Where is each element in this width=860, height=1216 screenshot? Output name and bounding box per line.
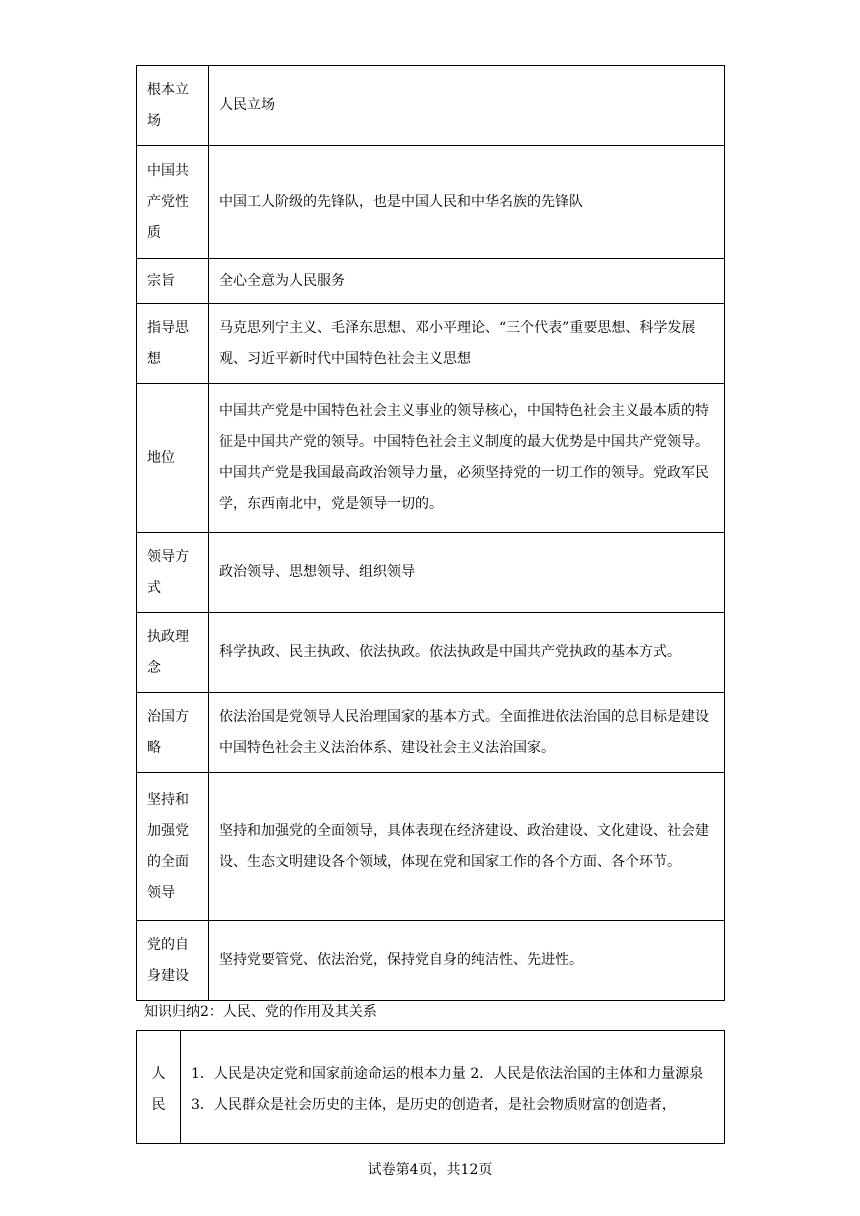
people-role-table [136, 1030, 725, 1144]
row-label: 人民 [137, 1031, 181, 1144]
knowledge-table [136, 65, 725, 1001]
table-row [137, 693, 725, 773]
row-content: 中国共产党是中国特色社会主义事业的领导核心，中国特色社会主义最本质的特征是中国共产党的领导。中国特色社会主义制度的最大优势是中国共产党领导。中国共产党是我国最高政治领导力量，必须坚持党的一切工作的领导。党政军民学，东西南北中，党是领导一切的。 [209, 384, 725, 533]
table-row [137, 66, 725, 146]
content-line: 1．人民是决定党和国家前途命运的根本力量 2．人民是依法治国的主体和力量源泉 [191, 1066, 704, 1082]
row-content: 科学执政、民主执政、依法执政。依法执政是中国共产党执政的基本方式。 [209, 613, 725, 693]
row-content: 人民立场 [209, 66, 725, 146]
row-label: 宗旨 [137, 259, 209, 304]
row-content [181, 1031, 725, 1144]
table-row [137, 384, 725, 533]
table-row [137, 146, 725, 259]
row-label: 指导思想 [137, 304, 209, 384]
row-label: 根本立场 [137, 66, 209, 146]
page-footer: 试卷第4页，共12页 [367, 1162, 493, 1178]
row-label: 坚持和加强党的全面领导 [137, 773, 209, 921]
row-label: 领导方式 [137, 533, 209, 613]
row-content: 政治领导、思想领导、组织领导 [209, 533, 725, 613]
row-label: 党的自身建设 [137, 921, 209, 1001]
row-content: 坚持和加强党的全面领导，具体表现在经济建设、政治建设、文化建设、社会建设、生态文明建设各个领域，体现在党和国家工作的各个方面、各个环节。 [209, 773, 725, 921]
table-row [137, 613, 725, 693]
table-row [137, 1031, 725, 1144]
row-content: 马克思列宁主义、毛泽东思想、邓小平理论、“三个代表”重要思想、科学发展观、习近平新时代中国特色社会主义思想 [209, 304, 725, 384]
row-content: 中国工人阶级的先锋队，也是中国人民和中华名族的先锋队 [209, 146, 725, 259]
row-label: 中国共产党性质 [137, 146, 209, 259]
content-line: 3．人民群众是社会历史的主体，是历史的创造者，是社会物质财富的创造者， [191, 1097, 676, 1113]
row-label: 治国方略 [137, 693, 209, 773]
row-label: 执政理念 [137, 613, 209, 693]
row-content: 依法治国是党领导人民治理国家的基本方式。全面推进依法治国的总目标是建设中国特色社会主义法治体系、建设社会主义法治国家。 [209, 693, 725, 773]
row-content: 全心全意为人民服务 [209, 259, 725, 304]
table-row [137, 533, 725, 613]
table-row [137, 259, 725, 304]
row-content: 坚持党要管党、依法治党，保持党自身的纯洁性、先进性。 [209, 921, 725, 1001]
table-row [137, 773, 725, 921]
table-row [137, 304, 725, 384]
table-row [137, 921, 725, 1001]
section-heading: 知识归纳2：人民、党的作用及其关系 [144, 1004, 377, 1020]
row-label: 地位 [137, 384, 209, 533]
